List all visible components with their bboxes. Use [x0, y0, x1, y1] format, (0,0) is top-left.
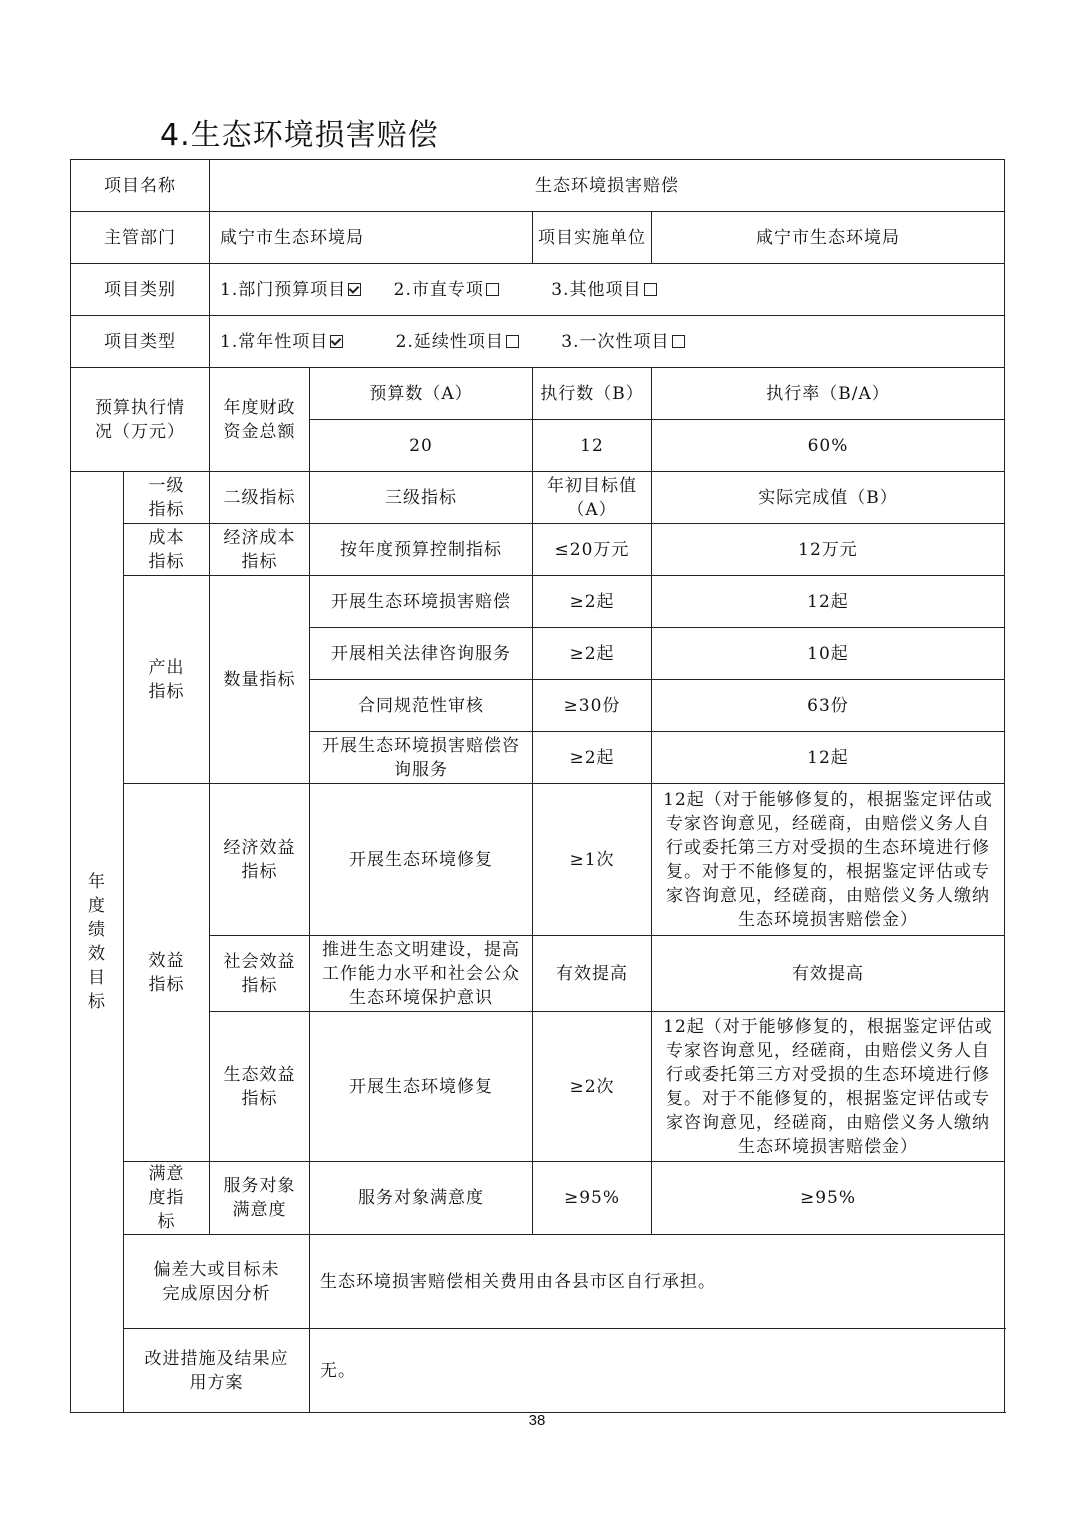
sat-target: ≥95%	[533, 1162, 652, 1235]
category-label: 项目类别	[71, 264, 210, 316]
header-level1: 一级指标	[124, 472, 210, 524]
dept-value: 咸宁市生态环境局	[210, 212, 533, 264]
perf-label: 年度绩效目标	[71, 472, 124, 1413]
exec-header: 执行数（B）	[533, 368, 652, 420]
cost-level3: 按年度预算控制指标	[310, 524, 533, 576]
output-target: ≥2起	[533, 628, 652, 680]
output-target: ≥30份	[533, 680, 652, 732]
cost-target: ≤20万元	[533, 524, 652, 576]
output-level3: 合同规范性审核	[310, 680, 533, 732]
eco-level2: 生态效益指标	[210, 1012, 310, 1162]
sat-actual: ≥95%	[652, 1162, 1005, 1235]
fund-label: 年度财政资金总额	[210, 368, 310, 472]
impl-label	[533, 212, 652, 264]
output-actual: 63份	[652, 680, 1005, 732]
table-row	[71, 576, 1005, 628]
budget-label: 预算执行情况（万元）	[71, 368, 210, 472]
improve-text: 无。	[310, 1329, 1005, 1413]
project-name-value: 生态环境损害赔偿	[210, 160, 1005, 212]
output-actual: 10起	[652, 628, 1005, 680]
checked-checkbox-icon	[330, 335, 343, 348]
eco-target: ≥2次	[533, 1012, 652, 1162]
cost-actual: 12万元	[652, 524, 1005, 576]
output-level3: 开展相关法律咨询服务	[310, 628, 533, 680]
rate-header: 执行率（B/A）	[652, 368, 1005, 420]
econ-target: ≥1次	[533, 784, 652, 936]
eco-actual: 12起（对于能够修复的，根据鉴定评估或专家咨询意见，经磋商，由赔偿义务人自行或委托第三方对受损的生态环境进行修复。对于不能修复的，根据鉴定评估或专家咨询意见，经磋商，由赔偿义务人缴纳生态环境损害赔偿金）	[652, 1012, 1005, 1162]
social-target: 有效提高	[533, 936, 652, 1012]
row-econ-benefit	[71, 784, 1005, 936]
row-eco-benefit	[71, 1012, 1005, 1162]
row-department	[71, 212, 1005, 264]
header-level3: 三级指标	[310, 472, 533, 524]
type-option-text: 2.延续性项目	[395, 331, 504, 352]
econ-level2: 经济效益指标	[210, 784, 310, 936]
type-option-2	[396, 330, 519, 354]
performance-table	[70, 159, 1005, 1413]
improve-label: 改进措施及结果应用方案	[124, 1329, 310, 1413]
cost-level1: 成本指标	[124, 524, 210, 576]
sat-level3: 服务对象满意度	[310, 1162, 533, 1235]
unchecked-checkbox-icon	[672, 335, 685, 348]
type-option-3	[561, 330, 684, 354]
social-level3: 推进生态文明建设，提高工作能力水平和社会公众生态环境保护意识	[310, 936, 533, 1012]
output-actual: 12起	[652, 576, 1005, 628]
row-type	[71, 316, 1005, 368]
deviation-label: 偏差大或目标未完成原因分析	[124, 1235, 310, 1329]
unchecked-checkbox-icon	[486, 283, 499, 296]
category-option-text: 1.部门预算项目	[220, 279, 347, 300]
type-option-text: 3.一次性项目	[561, 331, 670, 352]
output-target: ≥2起	[533, 576, 652, 628]
output-actual: 12起	[652, 732, 1005, 784]
header-target: 年初目标值（A）	[533, 472, 652, 524]
output-target: ≥2起	[533, 732, 652, 784]
row-deviation	[71, 1235, 1005, 1329]
row-category	[71, 264, 1005, 316]
impl-label-text: 项目实施单位	[538, 227, 646, 248]
row-project-name	[71, 160, 1005, 212]
cost-level2: 经济成本指标	[210, 524, 310, 576]
category-option-3	[551, 278, 656, 302]
page-number: 38	[528, 1412, 546, 1429]
category-options	[210, 264, 1005, 316]
social-level2: 社会效益指标	[210, 936, 310, 1012]
category-option-text: 2.市直专项	[393, 279, 484, 300]
row-perf-header	[71, 472, 1005, 524]
row-cost	[71, 524, 1005, 576]
impl-value: 咸宁市生态环境局	[652, 212, 1005, 264]
budget-header: 预算数（A）	[310, 368, 533, 420]
row-budget-header	[71, 368, 1005, 420]
category-option-text: 3.其他项目	[551, 279, 642, 300]
header-level2: 二级指标	[210, 472, 310, 524]
row-improve	[71, 1329, 1005, 1413]
row-social-benefit	[71, 936, 1005, 1012]
exec-value: 12	[533, 420, 652, 472]
econ-actual: 12起（对于能够修复的，根据鉴定评估或专家咨询意见，经磋商，由赔偿义务人自行或委托第三方对受损的生态环境进行修复。对于不能修复的，根据鉴定评估或专家咨询意见，经磋商，由赔偿义务人缴纳生态环境损害赔偿金）	[652, 784, 1005, 936]
unchecked-checkbox-icon	[644, 283, 657, 296]
type-option-1	[220, 330, 343, 354]
econ-level3: 开展生态环境修复	[310, 784, 533, 936]
sat-level1: 满意度指标	[124, 1162, 210, 1235]
unchecked-checkbox-icon	[506, 335, 519, 348]
row-satisfaction	[71, 1162, 1005, 1235]
eco-level3: 开展生态环境修复	[310, 1012, 533, 1162]
category-option-2	[394, 278, 499, 302]
output-level1: 产出指标	[124, 576, 210, 784]
page-title: 4.生态环境损害赔偿	[160, 118, 439, 153]
header-actual: 实际完成值（B）	[652, 472, 1005, 524]
type-options	[210, 316, 1005, 368]
social-actual: 有效提高	[652, 936, 1005, 1012]
dept-label: 主管部门	[71, 212, 210, 264]
type-option-text: 1.常年性项目	[220, 331, 329, 352]
output-level2: 数量指标	[210, 576, 310, 784]
rate-value: 60%	[652, 420, 1005, 472]
benefit-level1: 效益指标	[124, 784, 210, 1162]
project-name-label: 项目名称	[71, 160, 210, 212]
type-label: 项目类型	[71, 316, 210, 368]
output-level3: 开展生态环境损害赔偿咨询服务	[310, 732, 533, 784]
checked-checkbox-icon	[348, 283, 361, 296]
deviation-text: 生态环境损害赔偿相关费用由各县市区自行承担。	[310, 1235, 1005, 1329]
output-level3: 开展生态环境损害赔偿	[310, 576, 533, 628]
budget-value: 20	[310, 420, 533, 472]
sat-level2: 服务对象满意度	[210, 1162, 310, 1235]
category-option-1	[220, 278, 361, 302]
